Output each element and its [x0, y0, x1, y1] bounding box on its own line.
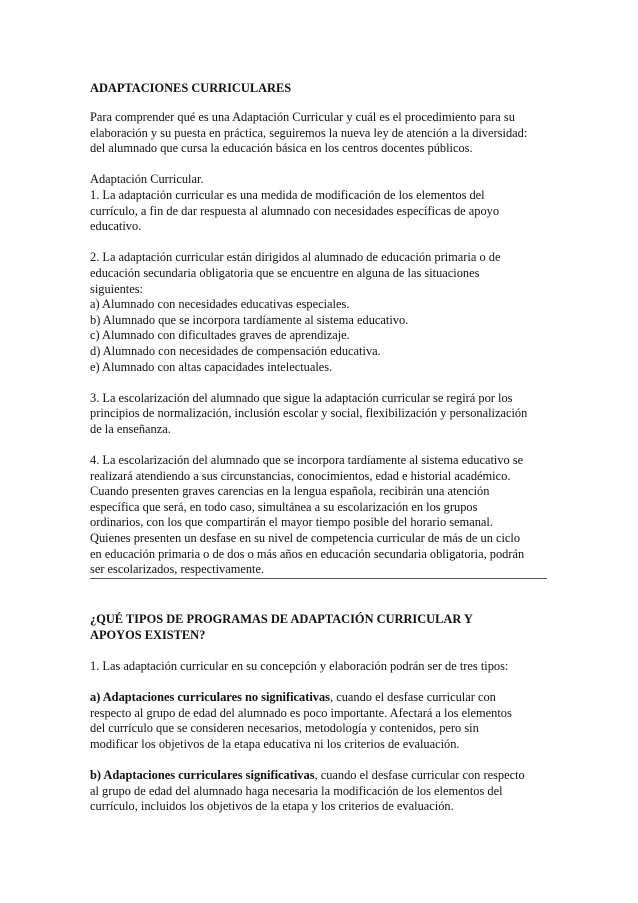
- text-line: 1. La adaptación curricular es una medida de modificación de los elementos del: [90, 187, 485, 202]
- text-line: de la enseñanza.: [90, 421, 171, 436]
- list-item: d) Alumnado con necesidades de compensación educativa.: [90, 343, 381, 358]
- text-line: respecto al grupo de edad del alumnado es poco importante. Afectará a los elementos: [90, 705, 512, 720]
- text-line: realizará atendiendo a sus circunstancias, conocimientos, edad e historial académico.: [90, 468, 511, 483]
- text-line: principios de normalización, inclusión escolar y social, flexibilización y personalización: [90, 406, 528, 421]
- list-item: b) Alumnado que se incorpora tardíamente al sistema educativo.: [90, 312, 409, 327]
- item-a-heading: a) Adaptaciones curriculares no significativas: [90, 689, 331, 704]
- text-line: Para comprender qué es una Adaptación Curricular y cuál es el procedimiento para su: [90, 110, 515, 124]
- text-line: siguientes:: [90, 281, 143, 296]
- text-line: al grupo de edad del alumnado haga necesaria la modificación de los elementos del: [90, 783, 503, 798]
- text-line: 3. La escolarización del alumnado que sigue la adaptación curricular se regirá por los: [90, 390, 513, 405]
- list-item: e) Alumnado con altas capacidades intelectuales.: [90, 359, 333, 374]
- text-line: Quienes presenten un desfase en su nivel de competencia curricular de más de un ciclo: [90, 531, 521, 546]
- section-2-title: [90, 612, 550, 643]
- paragraph-2: [90, 250, 550, 375]
- section-body: [90, 110, 550, 593]
- text-line: elaboración y su puesta en práctica, seguiremos la nueva ley de atención a la diversidad:: [90, 125, 528, 140]
- section-2-body: [90, 612, 550, 830]
- text-line: 4. La escolarización del alumnado que se incorpora tardíamente al sistema educativo se: [90, 453, 524, 468]
- text-line: del alumnado que cursa la educación básica en los centros docentes públicos.: [90, 141, 473, 156]
- text-line: educativo.: [90, 219, 142, 234]
- title-line: APOYOS EXISTEN?: [90, 627, 206, 642]
- paragraph-4: [90, 453, 550, 578]
- section-2-item-b: [90, 768, 550, 815]
- text-line: en educación primaria o de dos o más años en educación secundaria obligatoria, podrán: [90, 546, 525, 561]
- horizontal-divider: [90, 578, 547, 579]
- text-line: 2. La adaptación curricular están dirigidos al alumnado de educación primaria o de: [90, 250, 501, 265]
- title-line: ¿QUÉ TIPOS DE PROGRAMAS DE ADAPTACIÓN CURRICULAR Y: [90, 612, 473, 626]
- section-title: ADAPTACIONES CURRICULARES: [90, 81, 292, 95]
- intro-paragraph: [90, 110, 550, 157]
- text-line: Cuando presenten graves carencias en la lengua española, recibirán una atención: [90, 484, 490, 499]
- text-line: ordinarios, con los que compartirán el mayor tiempo posible del horario semanal.: [90, 515, 493, 530]
- text-line: ser escolarizados, respectivamente.: [90, 562, 265, 577]
- paragraph-3: [90, 391, 550, 438]
- text-line: educación secundaria obligatoria que se encuentre en alguna de las situaciones: [90, 265, 480, 280]
- item-b-heading: b) Adaptaciones curriculares significativas: [90, 767, 315, 782]
- section-2-item-a: [90, 690, 550, 752]
- list-item: c) Alumnado con dificultades graves de aprendizaje.: [90, 328, 350, 343]
- section-2-paragraph-1: [90, 659, 550, 675]
- text-line: Adaptación Curricular.: [90, 172, 204, 187]
- text-line: 1. Las adaptación curricular en su concepción y elaboración podrán ser de tres tipos:: [90, 658, 509, 673]
- paragraph-1: [90, 172, 550, 234]
- text-line: , cuando el desfase curricular con: [330, 689, 496, 704]
- text-line: currículo, incluidos los objetivos de la etapa y los criterios de evaluación.: [90, 799, 454, 814]
- text-line: , cuando el desfase curricular con respecto: [314, 767, 525, 782]
- text-line: del currículo que se consideren necesarios, metodología y contenidos, pero sin: [90, 721, 479, 736]
- text-line: específica que será, en todo caso, simultánea a su escolarización en los grupos: [90, 499, 478, 514]
- list-item: a) Alumnado con necesidades educativas especiales.: [90, 297, 350, 312]
- text-line: currículo, a fin de dar respuesta al alumnado con necesidades específicas de apoyo: [90, 203, 500, 218]
- text-line: modificar los objetivos de la etapa educativa ni los criterios de evaluación.: [90, 736, 460, 751]
